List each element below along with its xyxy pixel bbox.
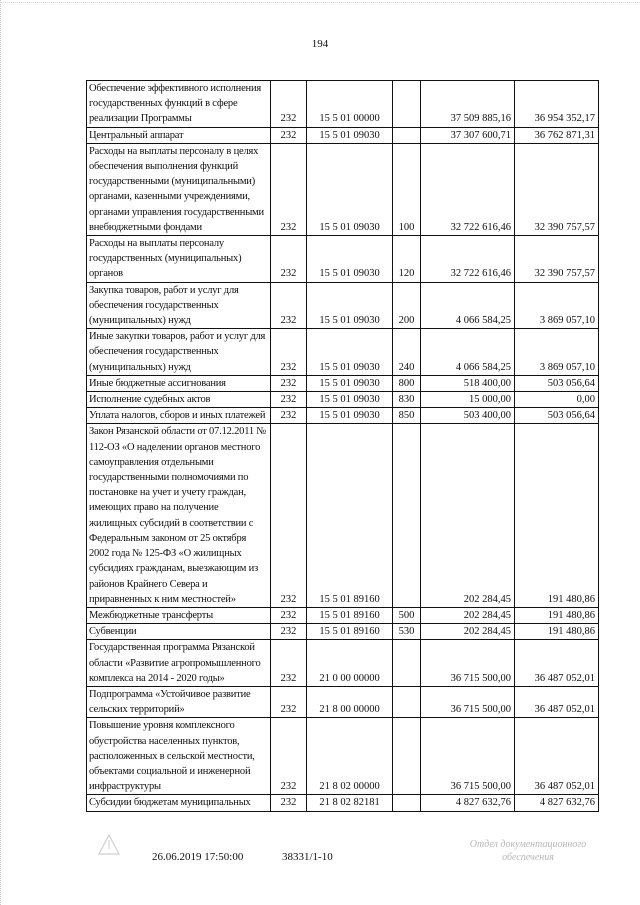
row-amount-plan: 37 509 885,16: [421, 81, 515, 128]
row-amount-actual: 191 480,86: [515, 624, 599, 640]
row-name: Субсидии бюджетам муниципальных: [87, 795, 271, 811]
row-vr-code: [393, 686, 421, 717]
row-name: Уплата налогов, сборов и иных платежей: [87, 408, 271, 424]
row-amount-plan: 202 284,45: [421, 624, 515, 640]
row-vr-code: [393, 127, 421, 143]
row-amount-plan: 36 715 500,00: [421, 640, 515, 687]
row-gr-code: 232: [271, 718, 307, 795]
row-amount-plan: 4 066 584,25: [421, 282, 515, 329]
row-name: Центральный аппарат: [87, 127, 271, 143]
row-name: Расходы на выплаты персоналу в целях обеспечения выполнения функций государственными (муниципальными) органами, казенными учреждениями, органами управления государственными внебюджетными фондами: [87, 143, 271, 235]
row-name: Иные бюджетные ассигнования: [87, 375, 271, 391]
row-csr-code: 15 5 01 89160: [307, 424, 393, 607]
row-vr-code: [393, 795, 421, 811]
row-name: Межбюджетные трансферты: [87, 607, 271, 623]
row-csr-code: 15 5 01 89160: [307, 624, 393, 640]
row-amount-plan: 518 400,00: [421, 375, 515, 391]
row-vr-code: [393, 424, 421, 607]
row-amount-actual: 191 480,86: [515, 607, 599, 623]
watermark-line-1: Отдел документационного: [469, 839, 587, 850]
scan-edge-left: [0, 0, 4, 905]
row-amount-actual: 36 954 352,17: [515, 81, 599, 128]
row-amount-plan: 4 827 632,76: [421, 795, 515, 811]
row-gr-code: 232: [271, 795, 307, 811]
budget-table: [86, 80, 599, 812]
row-csr-code: 15 5 01 09030: [307, 127, 393, 143]
row-name: Закупка товаров, работ и услуг для обеспечения государственных (муниципальных) нужд: [87, 282, 271, 329]
row-vr-code: [393, 81, 421, 128]
table-row: [87, 236, 599, 283]
scan-edge-top: [0, 2, 640, 3]
row-gr-code: 232: [271, 640, 307, 687]
row-csr-code: 15 5 01 09030: [307, 143, 393, 235]
row-amount-actual: 4 827 632,76: [515, 795, 599, 811]
row-amount-actual: 191 480,86: [515, 424, 599, 607]
row-csr-code: 15 5 01 00000: [307, 81, 393, 128]
table-row: [87, 686, 599, 717]
row-csr-code: 15 5 01 09030: [307, 375, 393, 391]
row-amount-actual: 36 762 871,31: [515, 127, 599, 143]
table-row: [87, 143, 599, 235]
table-row: [87, 329, 599, 376]
row-amount-plan: 37 307 600,71: [421, 127, 515, 143]
row-gr-code: 232: [271, 624, 307, 640]
row-amount-actual: 3 869 057,10: [515, 329, 599, 376]
row-csr-code: 15 5 01 09030: [307, 236, 393, 283]
row-amount-actual: 503 056,64: [515, 375, 599, 391]
table-row: [87, 81, 599, 128]
row-amount-actual: 0,00: [515, 392, 599, 408]
row-name: Субвенции: [87, 624, 271, 640]
row-amount-actual: 36 487 052,01: [515, 718, 599, 795]
footer-document-code: 38331/1-10: [282, 851, 333, 863]
table-row: [87, 127, 599, 143]
row-amount-plan: 4 066 584,25: [421, 329, 515, 376]
row-amount-plan: 36 715 500,00: [421, 718, 515, 795]
row-csr-code: 15 5 01 09030: [307, 282, 393, 329]
page-number: 194: [311, 38, 329, 50]
table-row: [87, 795, 599, 811]
row-amount-actual: 36 487 052,01: [515, 640, 599, 687]
row-name: Закон Рязанской области от 07.12.2011 № 112-ОЗ «О наделении органов местного самоуправления отдельными государственными полномочиями по постановке на учет и учету граждан, имеющих право на получение жилищных субсидий в соответствии с Федеральным законом от 25 октября 2002 года № 125-ФЗ «О жилищных субсидиях гражданам, выезжающим из районов Крайнего Севера и приравненных к ним местностей»: [87, 424, 271, 607]
watermark-line-2: обеспечения: [502, 852, 554, 863]
row-name: Подпрограмма «Устойчивое развитие сельских территорий»: [87, 686, 271, 717]
table-row: [87, 424, 599, 607]
row-amount-plan: 202 284,45: [421, 607, 515, 623]
row-gr-code: 232: [271, 607, 307, 623]
row-gr-code: 232: [271, 329, 307, 376]
row-gr-code: 232: [271, 424, 307, 607]
row-vr-code: [393, 640, 421, 687]
row-name: Иные закупки товаров, работ и услуг для обеспечения государственных (муниципальных) нужд: [87, 329, 271, 376]
row-name: Расходы на выплаты персоналу государственных (муниципальных) органов: [87, 236, 271, 283]
watermark: [448, 838, 608, 864]
table-row: [87, 607, 599, 623]
row-vr-code: 850: [393, 408, 421, 424]
row-vr-code: 240: [393, 329, 421, 376]
table-body: [87, 81, 599, 812]
row-csr-code: 21 8 00 00000: [307, 686, 393, 717]
row-gr-code: 232: [271, 282, 307, 329]
table-row: [87, 375, 599, 391]
row-name: Государственная программа Рязанской области «Развитие агропромышленного комплекса на 2014 - 2020 годы»: [87, 640, 271, 687]
stamp-icon: [98, 834, 120, 856]
table-row: [87, 718, 599, 795]
row-name: Повышение уровня комплексного обустройства населенных пунктов, расположенных в сельской местности, объектами социальной и инженерной инфраструктуры: [87, 718, 271, 795]
row-vr-code: 500: [393, 607, 421, 623]
row-amount-plan: 503 400,00: [421, 408, 515, 424]
footer-datetime: 26.06.2019 17:50:00: [152, 851, 244, 863]
row-amount-actual: 503 056,64: [515, 408, 599, 424]
row-amount-plan: 36 715 500,00: [421, 686, 515, 717]
row-amount-actual: 3 869 057,10: [515, 282, 599, 329]
row-vr-code: 530: [393, 624, 421, 640]
row-csr-code: 21 0 00 00000: [307, 640, 393, 687]
row-amount-actual: 32 390 757,57: [515, 143, 599, 235]
row-gr-code: 232: [271, 236, 307, 283]
row-csr-code: 15 5 01 09030: [307, 408, 393, 424]
row-gr-code: 232: [271, 127, 307, 143]
row-csr-code: 15 5 01 89160: [307, 607, 393, 623]
row-csr-code: 21 8 02 00000: [307, 718, 393, 795]
row-amount-actual: 36 487 052,01: [515, 686, 599, 717]
row-amount-plan: 32 722 616,46: [421, 236, 515, 283]
row-gr-code: 232: [271, 375, 307, 391]
row-amount-plan: 32 722 616,46: [421, 143, 515, 235]
row-gr-code: 232: [271, 392, 307, 408]
row-vr-code: [393, 718, 421, 795]
row-name: Исполнение судебных актов: [87, 392, 271, 408]
row-vr-code: 120: [393, 236, 421, 283]
row-vr-code: 200: [393, 282, 421, 329]
row-gr-code: 232: [271, 143, 307, 235]
row-name: Обеспечение эффективного исполнения государственных функций в сфере реализации Программы: [87, 81, 271, 128]
row-amount-plan: 15 000,00: [421, 392, 515, 408]
row-csr-code: 15 5 01 09030: [307, 392, 393, 408]
row-gr-code: 232: [271, 408, 307, 424]
table-row: [87, 408, 599, 424]
row-csr-code: 21 8 02 82181: [307, 795, 393, 811]
row-gr-code: 232: [271, 686, 307, 717]
table-row: [87, 392, 599, 408]
row-vr-code: 830: [393, 392, 421, 408]
table-row: [87, 640, 599, 687]
row-amount-actual: 32 390 757,57: [515, 236, 599, 283]
table-row: [87, 624, 599, 640]
row-gr-code: 232: [271, 81, 307, 128]
row-vr-code: 100: [393, 143, 421, 235]
row-vr-code: 800: [393, 375, 421, 391]
row-csr-code: 15 5 01 09030: [307, 329, 393, 376]
table-row: [87, 282, 599, 329]
row-amount-plan: 202 284,45: [421, 424, 515, 607]
